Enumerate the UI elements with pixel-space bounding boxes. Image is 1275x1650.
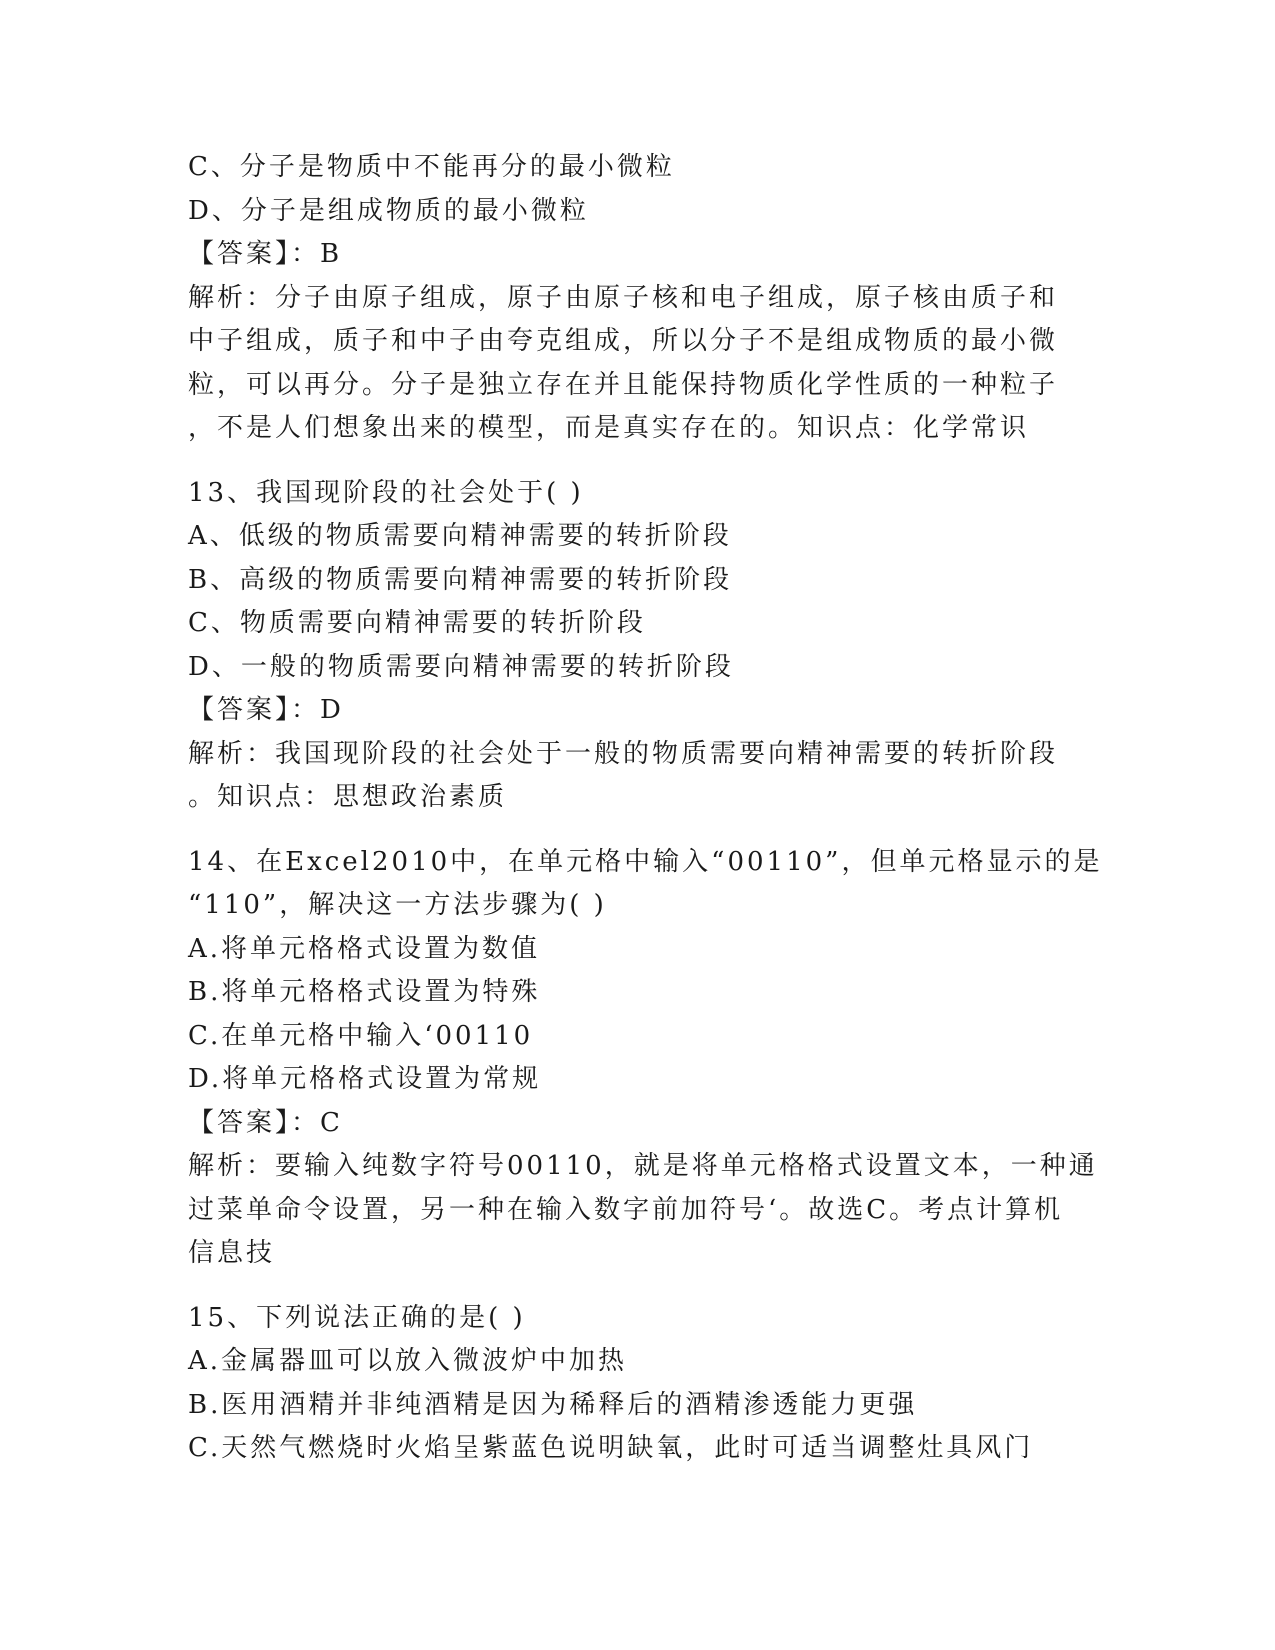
q12-analysis-line: ，不是人们想象出来的模型，而是真实存在的。知识点：化学常识 <box>188 413 1030 443</box>
q14-analysis-line: 过菜单命令设置，另一种在输入数字前加符号‘。故选C。考点计算机 <box>188 1194 1064 1225</box>
q13-option-a: A、低级的物质需要向精神需要的转折阶段 <box>188 521 732 551</box>
q13-option-b: B、高级的物质需要向精神需要的转折阶段 <box>188 564 733 595</box>
q12-option-c: C、分子是物质中不能再分的最小微粒 <box>188 152 675 182</box>
q13-option-c: C、物质需要向精神需要的转折阶段 <box>188 608 646 638</box>
section-gap <box>188 820 1088 841</box>
q14-analysis-line: 解析：要输入纯数字符号00110，就是将单元格格式设置文本，一种通 <box>188 1151 1098 1181</box>
q12-answer: 【答案】：B <box>188 239 343 269</box>
q13-question: 13、我国现阶段的社会处于( ) <box>188 477 584 508</box>
q13-answer: 【答案】：D <box>188 695 344 725</box>
q14-question-line: 14、在Excel2010中，在单元格中输入“00110”，但单元格显示的是 <box>188 846 1103 877</box>
q14-question-line: “110”，解决这一方法步骤为( ) <box>188 890 607 920</box>
q13-analysis-line: 。知识点：思想政治素质 <box>188 782 508 812</box>
exam-page <box>188 146 1103 1471</box>
q15-option-a: A.金属器皿可以放入微波炉中加热 <box>188 1346 628 1376</box>
q12-analysis-line: 粒，可以再分。分子是独立存在并且能保持物质化学性质的一种粒子 <box>188 369 1059 400</box>
q15-option-b: B.医用酒精并非纯酒精是因为稀释后的酒精渗透能力更强 <box>188 1389 918 1420</box>
q12-analysis-line: 中子组成，质子和中子由夸克组成，所以分子不是组成物质的最小微 <box>188 326 1059 356</box>
q13-option-d: D、一般的物质需要向精神需要的转折阶段 <box>188 651 734 682</box>
q15-option-c: C.天然气燃烧时火焰呈紫蓝色说明缺氧，此时可适当调整灶具风门 <box>188 1433 1034 1463</box>
section-gap <box>188 451 1088 472</box>
q14-option-a: A.将单元格格式设置为数值 <box>188 933 541 964</box>
q14-option-c: C.在单元格中输入‘00110 <box>188 1020 534 1051</box>
q14-answer: 【答案】：C <box>188 1107 343 1138</box>
q12-analysis-line: 解析：分子由原子组成，原子由原子核和电子组成，原子核由质子和 <box>188 282 1059 313</box>
q13-analysis-line: 解析：我国现阶段的社会处于一般的物质需要向精神需要的转折阶段 <box>188 738 1059 769</box>
q12-option-d: D、分子是组成物质的最小微粒 <box>188 195 589 226</box>
q14-analysis-line: 信息技 <box>188 1238 276 1268</box>
q14-option-b: B.将单元格格式设置为特殊 <box>188 977 541 1007</box>
q14-option-d: D.将单元格格式设置为常规 <box>188 1064 542 1094</box>
section-gap <box>188 1276 1088 1297</box>
q15-question: 15、下列说法正确的是( ) <box>188 1302 526 1333</box>
